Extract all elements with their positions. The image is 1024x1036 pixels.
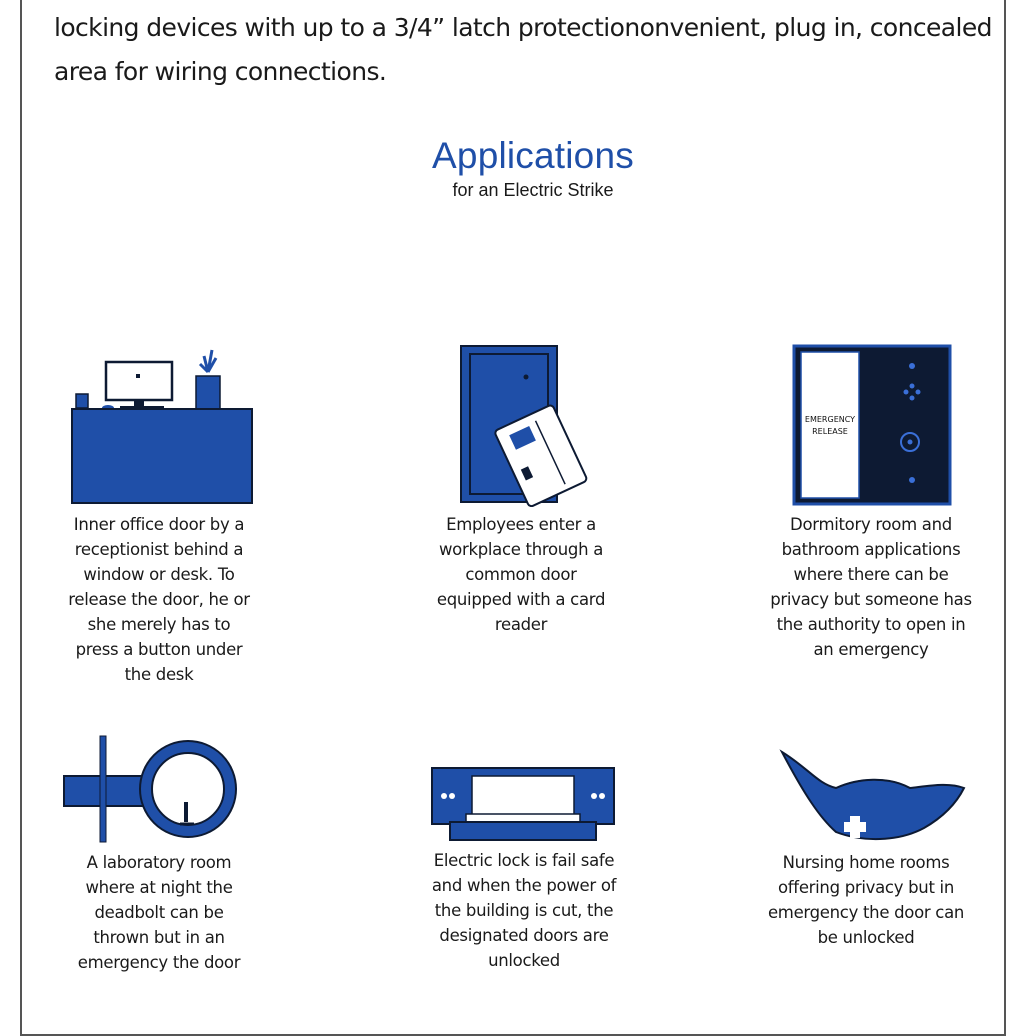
svg-text:EMERGENCY: EMERGENCY: [804, 415, 856, 424]
deadbolt-icon: [60, 734, 250, 844]
intro-paragraph: locking devices with up to a 3/4” latch protectiononvenient, plug in, concealed area for wiring connections.: [54, 13, 992, 86]
section-subtitle: for an Electric Strike: [452, 180, 614, 200]
caption-card-reader: Employees enter a workplace through a common door equipped with a card reader: [436, 515, 606, 634]
card-reader-icon: [458, 342, 593, 507]
caption-office-desk: Inner office door by a receptionist behind a window or desk. To release the door, he or she merely has to press a button under the desk: [68, 515, 250, 684]
electric-strike-icon: [430, 764, 620, 844]
caption-electric-strike: Electric lock is fail safe and when the power of the building is cut, the designated doors are unlocked: [431, 851, 617, 970]
section-title: Applications: [432, 135, 634, 176]
caption-deadbolt: A laboratory room where at night the deadbolt can be thrown but in an emergency the door: [77, 853, 241, 972]
emergency-release-panel-icon: [792, 344, 952, 506]
caption-nurse-cap: Nursing home rooms offering privacy but in emergency the door can be unlocked: [767, 853, 965, 947]
nurse-cap-icon: [778, 748, 968, 848]
svg-text:RELEASE: RELEASE: [812, 427, 848, 436]
office-desk-icon: [68, 342, 258, 507]
caption-emergency-release: Dormitory room and bathroom applications where there can be privacy but someone has the authority to open in an emergency: [770, 515, 972, 659]
